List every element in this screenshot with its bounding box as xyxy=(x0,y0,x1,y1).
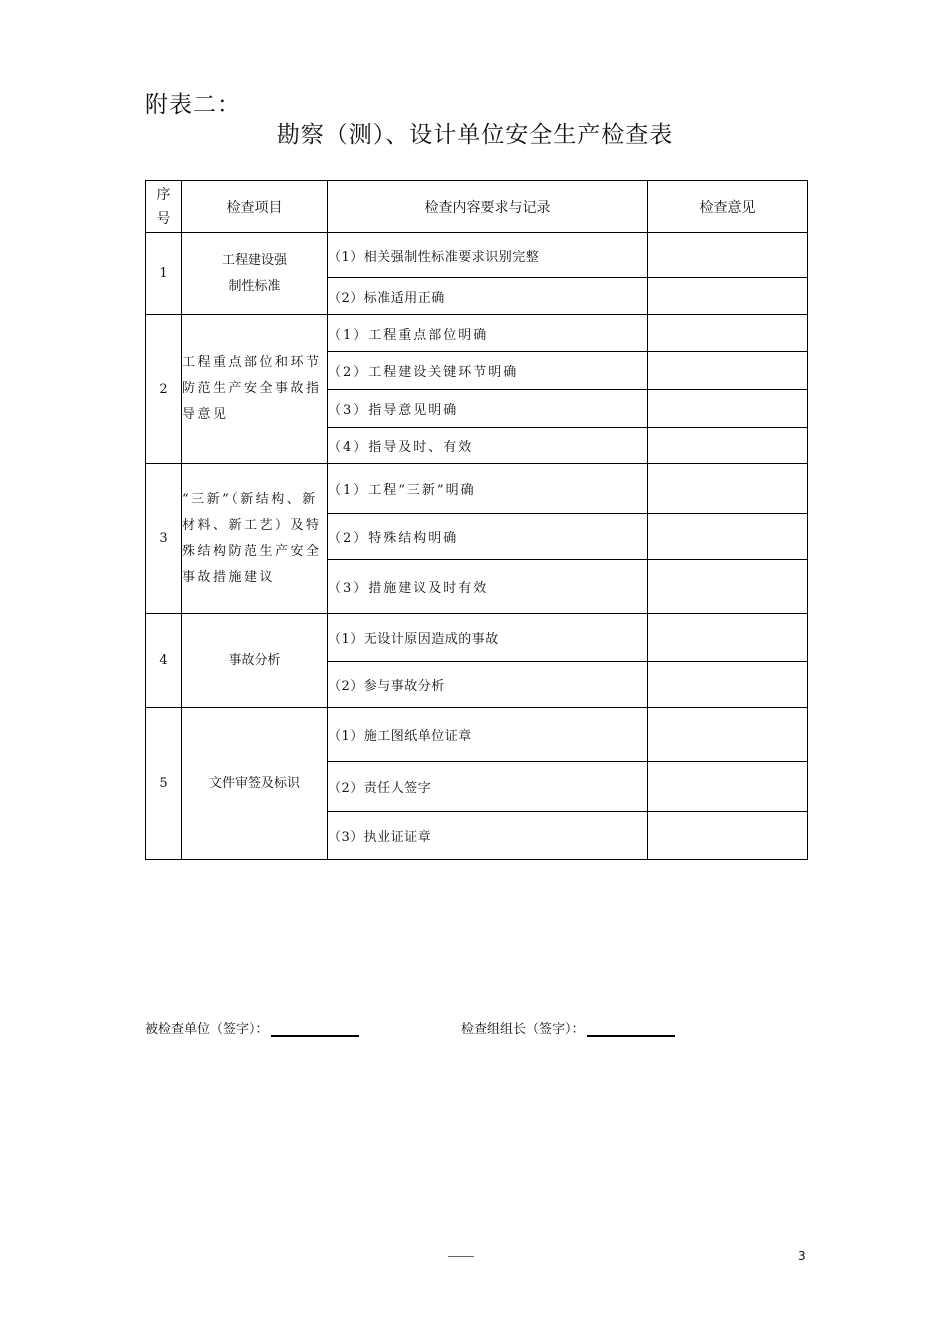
content-cell: （2）工程建设关键环节明确 xyxy=(328,352,648,390)
opinion-cell[interactable] xyxy=(648,560,808,614)
footer-divider xyxy=(448,1256,474,1257)
table-row xyxy=(146,233,808,278)
opinion-cell[interactable] xyxy=(648,428,808,464)
table-row xyxy=(146,464,808,514)
header-opinion: 检查意见 xyxy=(648,181,808,233)
seq-cell: 3 xyxy=(146,464,182,614)
seq-cell: 1 xyxy=(146,233,182,315)
item-cell: 工程重点部位和环节防范生产安全事故指导意见 xyxy=(182,315,328,464)
opinion-cell[interactable] xyxy=(648,278,808,315)
content-cell: （2）参与事故分析 xyxy=(328,662,648,708)
content-cell: （2）标准适用正确 xyxy=(328,278,648,315)
opinion-cell[interactable] xyxy=(648,662,808,708)
content-cell: （1）相关强制性标准要求识别完整 xyxy=(328,233,648,278)
header-item: 检查项目 xyxy=(182,181,328,233)
group-leader-label: 检查组组长（签字）： xyxy=(461,1022,585,1037)
inspected-unit-label: 被检查单位（签字）： xyxy=(145,1022,269,1037)
opinion-cell[interactable] xyxy=(648,315,808,352)
content-cell: （1）工程重点部位明确 xyxy=(328,315,648,352)
page-title: 勘察（测）、设计单位安全生产检查表 xyxy=(276,122,674,148)
opinion-cell[interactable] xyxy=(648,352,808,390)
table-row xyxy=(146,614,808,662)
opinion-cell[interactable] xyxy=(648,708,808,762)
content-cell: （3）措施建议及时有效 xyxy=(328,560,648,614)
inspected-unit-signature-line[interactable] xyxy=(271,1021,359,1037)
content-cell: （4）指导及时、有效 xyxy=(328,428,648,464)
item-cell: 工程建设强制性标准 xyxy=(182,233,328,315)
annex-label: 附表二： xyxy=(145,92,241,118)
table-row xyxy=(146,315,808,352)
content-cell: （1）施工图纸单位证章 xyxy=(328,708,648,762)
opinion-cell[interactable] xyxy=(648,233,808,278)
opinion-cell[interactable] xyxy=(648,514,808,560)
content-cell: （2）责任人签字 xyxy=(328,762,648,812)
item-cell: 文件审签及标识 xyxy=(182,708,328,860)
content-cell: （1）工程“三新”明确 xyxy=(328,464,648,514)
inspected-unit-signature xyxy=(145,1018,359,1037)
content-cell: （3）指导意见明确 xyxy=(328,390,648,428)
inspection-table xyxy=(145,180,808,860)
seq-cell: 4 xyxy=(146,614,182,708)
opinion-cell[interactable] xyxy=(648,812,808,860)
group-leader-signature xyxy=(461,1018,675,1037)
content-cell: （2）特殊结构明确 xyxy=(328,514,648,560)
seq-cell: 5 xyxy=(146,708,182,860)
opinion-cell[interactable] xyxy=(648,464,808,514)
header-seq: 序号 xyxy=(146,181,182,233)
content-cell: （1）无设计原因造成的事故 xyxy=(328,614,648,662)
content-cell: （3）执业证证章 xyxy=(328,812,648,860)
page-number: 3 xyxy=(798,1249,806,1263)
header-content: 检查内容要求与记录 xyxy=(328,181,648,233)
table-row xyxy=(146,708,808,762)
opinion-cell[interactable] xyxy=(648,390,808,428)
item-cell: 事故分析 xyxy=(182,614,328,708)
item-cell: “三新”（新结构、新材料、新工艺）及特殊结构防范生产安全事故措施建议 xyxy=(182,464,328,614)
seq-cell: 2 xyxy=(146,315,182,464)
opinion-cell[interactable] xyxy=(648,614,808,662)
group-leader-signature-line[interactable] xyxy=(587,1021,675,1037)
opinion-cell[interactable] xyxy=(648,762,808,812)
table-header-row xyxy=(146,181,808,233)
